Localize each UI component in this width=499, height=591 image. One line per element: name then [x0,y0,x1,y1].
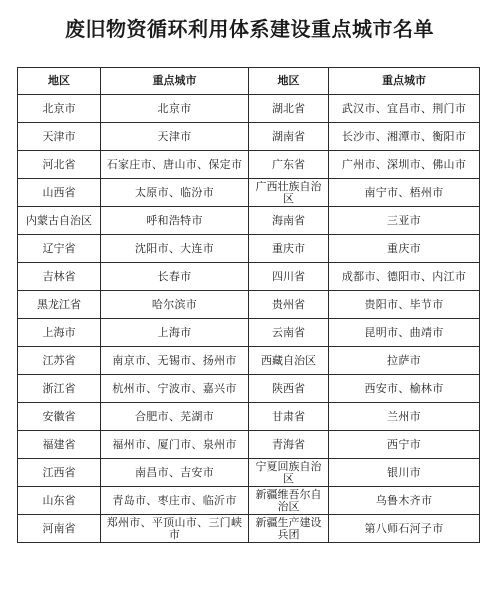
table-row [18,319,480,347]
table-row [18,291,480,319]
region-cell-left: 山东省 [18,487,101,515]
table-body [18,95,480,543]
cities-cell-left: 北京市 [101,95,249,123]
cities-cell-left: 呼和浩特市 [101,207,249,235]
region-cell-right: 湖南省 [249,123,329,151]
table-row [18,263,480,291]
region-cell-left: 天津市 [18,123,101,151]
cities-cell-left: 合肥市、芜湖市 [101,403,249,431]
cities-cell-right: 昆明市、曲靖市 [329,319,480,347]
region-cell-right: 广东省 [249,151,329,179]
cities-cell-right: 成都市、德阳市、内江市 [329,263,480,291]
table-row [18,403,480,431]
region-cell-right: 四川省 [249,263,329,291]
region-cell-left: 江苏省 [18,347,101,375]
cities-cell-right: 广州市、深圳市、佛山市 [329,151,480,179]
cities-cell-left: 郑州市、平顶山市、三门峡市 [101,515,249,543]
cities-cell-right: 乌鲁木齐市 [329,487,480,515]
region-cell-right: 甘肃省 [249,403,329,431]
region-cell-right: 青海省 [249,431,329,459]
cities-cell-left: 上海市 [101,319,249,347]
table-row [18,347,480,375]
region-cell-right: 海南省 [249,207,329,235]
region-cell-right: 贵州省 [249,291,329,319]
cities-cell-right: 长沙市、湘潭市、衡阳市 [329,123,480,151]
region-cell-right: 陕西省 [249,375,329,403]
region-cell-right: 重庆市 [249,235,329,263]
table-row [18,235,480,263]
region-cell-right: 新疆生产建设兵团 [249,515,329,543]
region-cell-right: 湖北省 [249,95,329,123]
table-row [18,375,480,403]
table-row [18,487,480,515]
table-row [18,151,480,179]
cities-cell-right: 银川市 [329,459,480,487]
cities-cell-right: 南宁市、梧州市 [329,179,480,207]
region-cell-left: 辽宁省 [18,235,101,263]
table-row [18,459,480,487]
header-cities-left: 重点城市 [101,68,249,95]
table-row [18,123,480,151]
region-cell-left: 吉林省 [18,263,101,291]
cities-cell-left: 福州市、厦门市、泉州市 [101,431,249,459]
cities-cell-left: 石家庄市、唐山市、保定市 [101,151,249,179]
cities-cell-right: 贵阳市、毕节市 [329,291,480,319]
document-title: 废旧物资循环利用体系建设重点城市名单 [65,17,434,41]
cities-cell-left: 南昌市、吉安市 [101,459,249,487]
region-cell-left: 内蒙古自治区 [18,207,101,235]
region-cell-right: 云南省 [249,319,329,347]
key-cities-table [17,67,480,543]
table-row [18,207,480,235]
region-cell-left: 河北省 [18,151,101,179]
cities-cell-left: 沈阳市、大连市 [101,235,249,263]
header-cities-right: 重点城市 [329,68,480,95]
region-cell-left: 黑龙江省 [18,291,101,319]
cities-cell-left: 长春市 [101,263,249,291]
cities-cell-left: 太原市、临汾市 [101,179,249,207]
cities-cell-left: 天津市 [101,123,249,151]
region-cell-left: 上海市 [18,319,101,347]
region-cell-left: 安徽省 [18,403,101,431]
region-cell-left: 河南省 [18,515,101,543]
cities-cell-right: 第八师石河子市 [329,515,480,543]
cities-cell-right: 武汉市、宜昌市、荆门市 [329,95,480,123]
header-region-left: 地区 [18,68,101,95]
region-cell-left: 北京市 [18,95,101,123]
cities-cell-right: 三亚市 [329,207,480,235]
table-row [18,179,480,207]
table-header-row [18,68,480,95]
region-cell-left: 山西省 [18,179,101,207]
table-row [18,431,480,459]
cities-cell-right: 西宁市 [329,431,480,459]
region-cell-right: 广西壮族自治区 [249,179,329,207]
cities-cell-right: 拉萨市 [329,347,480,375]
cities-cell-left: 哈尔滨市 [101,291,249,319]
region-cell-left: 福建省 [18,431,101,459]
region-cell-right: 宁夏回族自治区 [249,459,329,487]
cities-cell-right: 重庆市 [329,235,480,263]
table-row [18,515,480,543]
cities-cell-left: 杭州市、宁波市、嘉兴市 [101,375,249,403]
region-cell-right: 西藏自治区 [249,347,329,375]
cities-cell-left: 南京市、无锡市、扬州市 [101,347,249,375]
cities-cell-right: 兰州市 [329,403,480,431]
cities-cell-left: 青岛市、枣庄市、临沂市 [101,487,249,515]
region-cell-right: 新疆维吾尔自治区 [249,487,329,515]
region-cell-left: 浙江省 [18,375,101,403]
cities-cell-right: 西安市、榆林市 [329,375,480,403]
header-region-right: 地区 [249,68,329,95]
region-cell-left: 江西省 [18,459,101,487]
table-row [18,95,480,123]
